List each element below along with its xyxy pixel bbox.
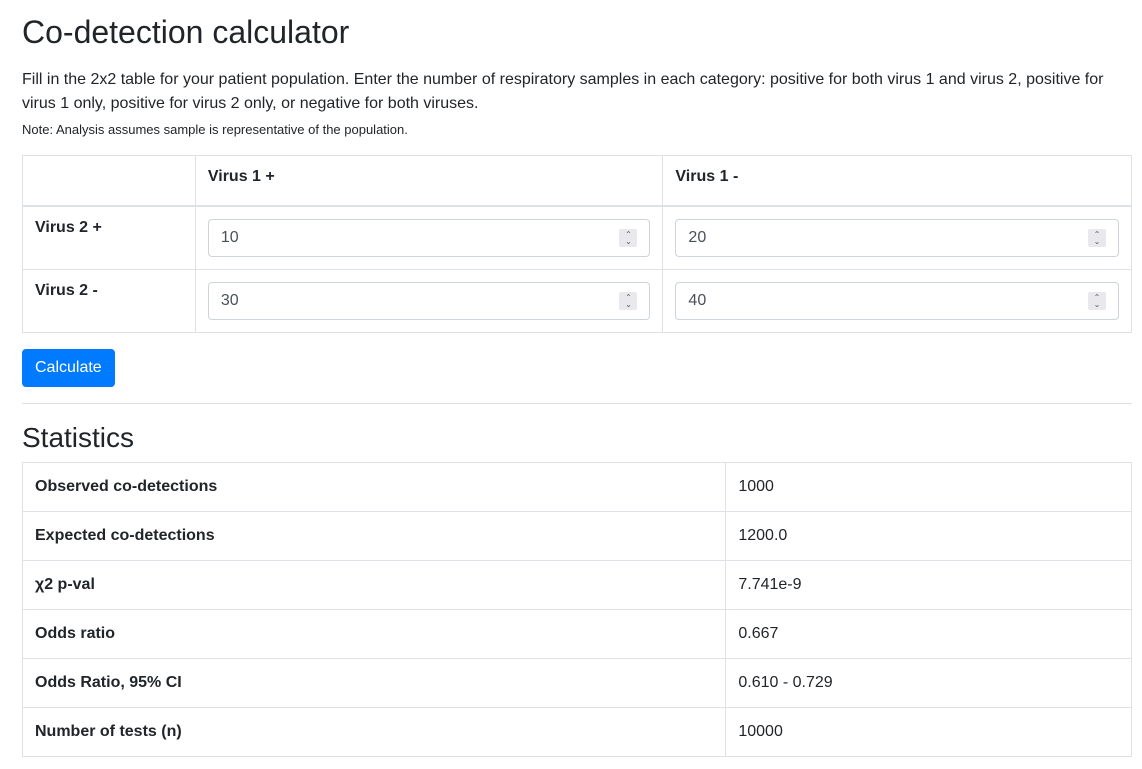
stat-label: Number of tests (n) (23, 707, 726, 756)
table-row (23, 609, 1132, 658)
input-v1neg-v2neg[interactable] (676, 283, 1118, 319)
contingency-row-virus2-pos (23, 206, 1132, 270)
input-v1pos-v2neg[interactable] (209, 283, 650, 319)
col-header-virus1-neg: Virus 1 - (663, 156, 1132, 206)
table-row (23, 511, 1132, 560)
stepper-icon[interactable]: ⌃ ⌄ (1088, 292, 1106, 310)
stat-label: Observed co-detections (23, 462, 726, 511)
stat-value: 0.667 (726, 609, 1132, 658)
stat-label: Odds Ratio, 95% CI (23, 658, 726, 707)
table-row (23, 462, 1132, 511)
stat-value: 1000 (726, 462, 1132, 511)
stat-value: 10000 (726, 707, 1132, 756)
number-input-wrapper (675, 282, 1119, 320)
stat-value: 0.610 - 0.729 (726, 658, 1132, 707)
stat-value: 1200.0 (726, 511, 1132, 560)
contingency-table (22, 155, 1132, 333)
row-header-virus2-pos: Virus 2 + (23, 206, 196, 270)
number-input-wrapper (208, 282, 651, 320)
intro-text: Fill in the 2x2 table for your patient population. Enter the number of respiratory samples in each category: positive for both virus 1 and virus 2, positive for virus 1 only, positive for virus 2 only, or negative for both viruses. (22, 71, 1104, 112)
stat-label: Odds ratio (23, 609, 726, 658)
number-input-wrapper (675, 219, 1119, 257)
page-container (22, 0, 1132, 757)
contingency-header-row (23, 156, 1132, 206)
stepper-icon[interactable]: ⌃ ⌄ (619, 292, 637, 310)
note-text: Note: Analysis assumes sample is representative of the population. (22, 122, 408, 137)
section-divider (22, 403, 1132, 404)
stepper-icon[interactable]: ⌃ ⌄ (1088, 229, 1106, 247)
input-v1neg-v2pos[interactable] (676, 220, 1118, 256)
stepper-icon[interactable]: ⌃ ⌄ (619, 229, 637, 247)
cell-v1neg-v2neg (663, 269, 1132, 332)
cell-v1pos-v2neg (195, 269, 663, 332)
page-title: Co-detection calculator (22, 14, 350, 50)
stat-value: 7.741e-9 (726, 560, 1132, 609)
contingency-row-virus2-neg (23, 269, 1132, 332)
input-v1pos-v2pos[interactable] (209, 220, 650, 256)
number-input-wrapper (208, 219, 651, 257)
col-header-virus1-pos: Virus 1 + (195, 156, 663, 206)
statistics-heading: Statistics (22, 421, 135, 453)
statistics-table (22, 462, 1132, 757)
calculate-button[interactable]: Calculate (22, 349, 115, 387)
table-row (23, 707, 1132, 756)
row-header-virus2-neg: Virus 2 - (23, 269, 196, 332)
stat-label: χ2 p-val (23, 560, 726, 609)
stat-label: Expected co-detections (23, 511, 726, 560)
cell-v1pos-v2pos (195, 206, 663, 270)
corner-cell (23, 156, 196, 206)
cell-v1neg-v2pos (663, 206, 1132, 270)
table-row (23, 560, 1132, 609)
table-row (23, 658, 1132, 707)
